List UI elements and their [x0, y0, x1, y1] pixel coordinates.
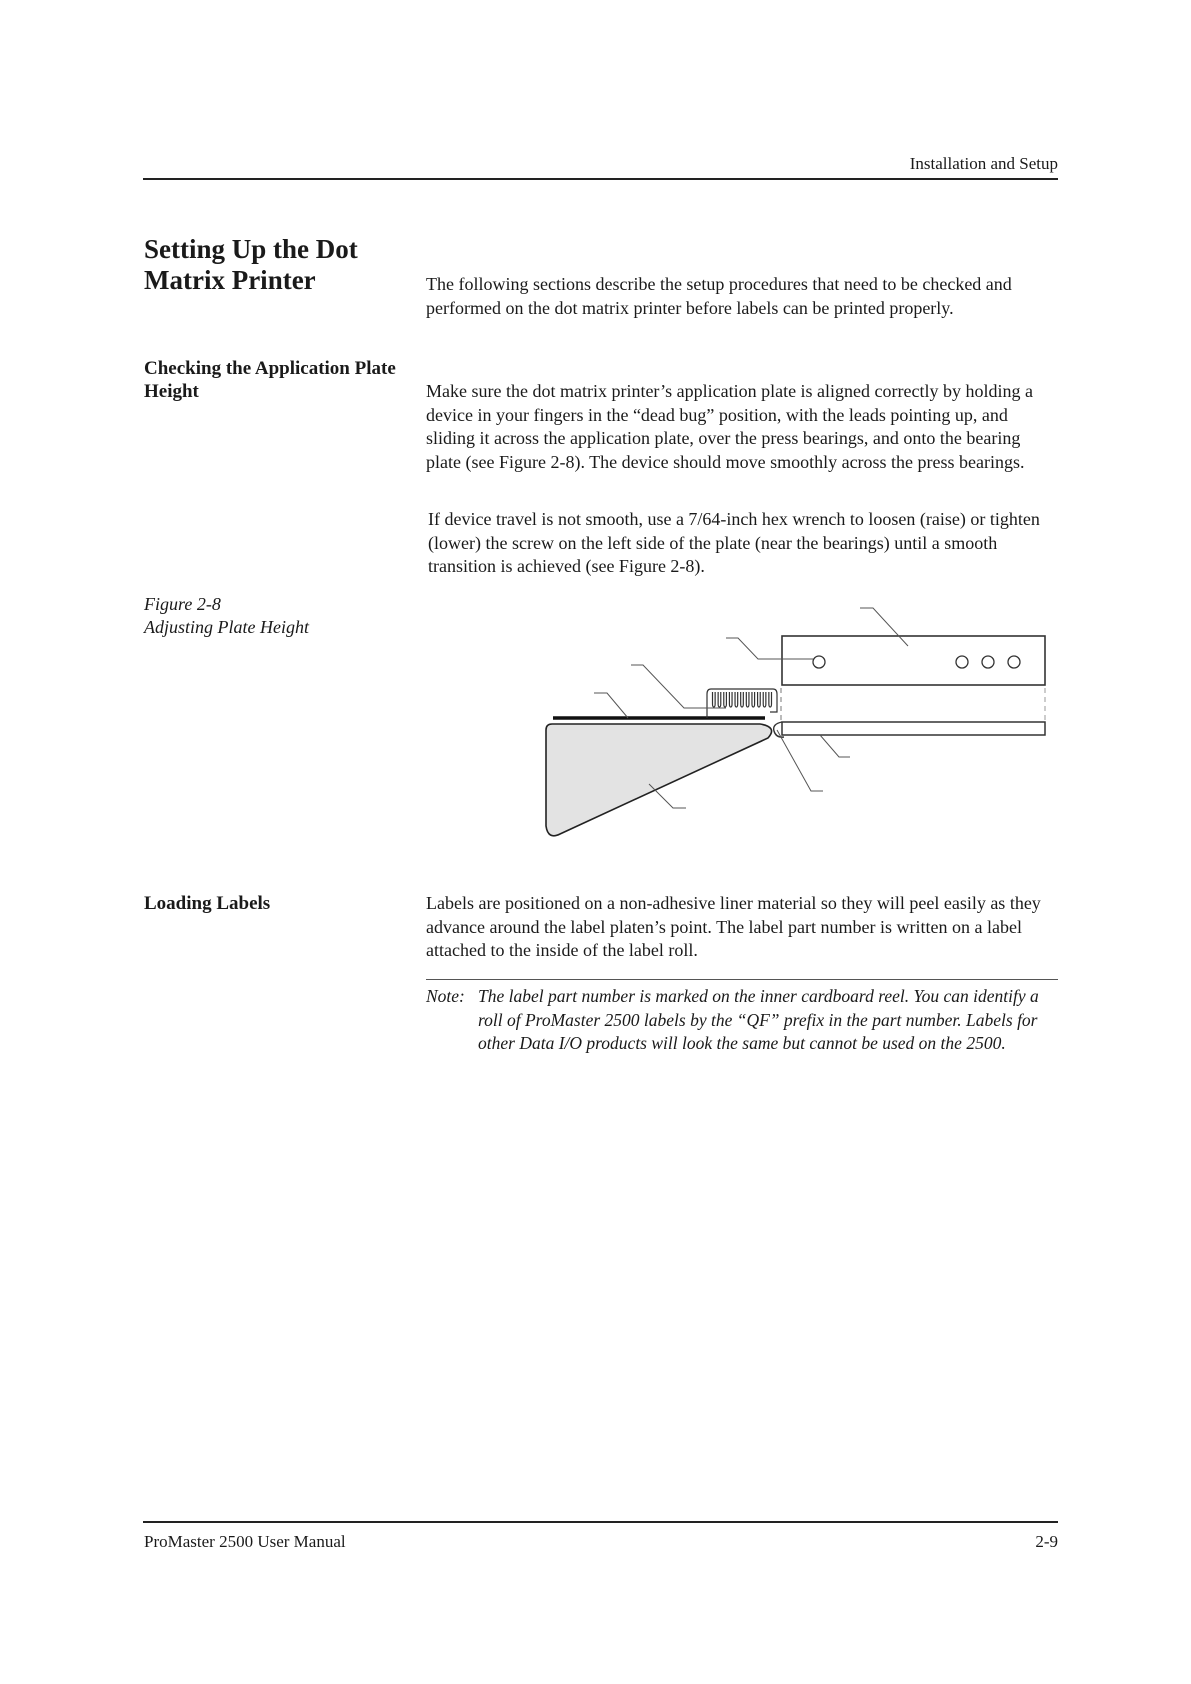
- note-label: Note:: [426, 986, 465, 1006]
- page-number: 2-9: [1035, 1532, 1058, 1551]
- plate-hole: [956, 656, 968, 668]
- leader-roller: [777, 730, 823, 791]
- figure-title: Adjusting Plate Height: [144, 617, 309, 637]
- plate-hole: [1008, 656, 1020, 668]
- section-intro: The following sections describe the setup procedures that need to be checked and performed on the dot matrix printer before labels can be printed properly.: [426, 274, 1012, 318]
- bearing-plate: [782, 636, 1045, 685]
- running-header: Installation and Setup: [909, 154, 1058, 173]
- section-title: Setting Up the Dot Matrix Printer: [144, 234, 358, 295]
- spring-coils: [713, 692, 772, 707]
- label-platen: [546, 724, 772, 836]
- note-block: [426, 985, 1058, 1056]
- figure-number: Figure 2-8: [144, 594, 221, 614]
- note-rule: [426, 979, 1058, 980]
- plate-height-paragraph-1: Make sure the dot matrix printer’s application plate is aligned correctly by holding a device in your fingers in the “dead bug” position, with the leads pointing up, and sliding it across the application plate, over the press bearings, and onto the bearing plate (see Figure 2-8). The device should move smoothly across the press bearings.: [426, 381, 1033, 472]
- note-text: The label part number is marked on the inner cardboard reel. You can identify a roll of ProMaster 2500 labels by the “QF” prefix in the part number. Labels for other Data I/O products will look the same but cannot be used on the 2500.: [478, 986, 1039, 1053]
- press-bearings-spring: [707, 689, 777, 718]
- footer-manual-title: ProMaster 2500 User Manual: [144, 1532, 346, 1551]
- leader-bearing-plate: [860, 608, 908, 646]
- leader-application-plate: [594, 693, 628, 718]
- leader-adjust-screw: [726, 638, 813, 659]
- subsection-title-plate-height: Checking the Application Plate Height: [144, 358, 396, 402]
- loading-labels-paragraph: Labels are positioned on a non-adhesive liner material so they will peel easily as they advance around the label platen’s point. The label part number is written on a label attached to the inside of the label roll.: [426, 893, 1041, 960]
- subsection-title-loading-labels: Loading Labels: [144, 893, 271, 914]
- plate-hole: [982, 656, 994, 668]
- footer-rule: [143, 1521, 1058, 1523]
- bearing-bar: [782, 722, 1045, 735]
- screw-hole-adjust: [813, 656, 825, 668]
- plate-height-paragraph-2: If device travel is not smooth, use a 7/64-inch hex wrench to loosen (raise) or tighten (lower) the screw on the left side of the plate (near the bearings) until a smooth transition is achieved (see Figure 2-8).: [428, 509, 1040, 576]
- leader-bearing-bar: [820, 735, 850, 757]
- leader-spring: [631, 665, 726, 708]
